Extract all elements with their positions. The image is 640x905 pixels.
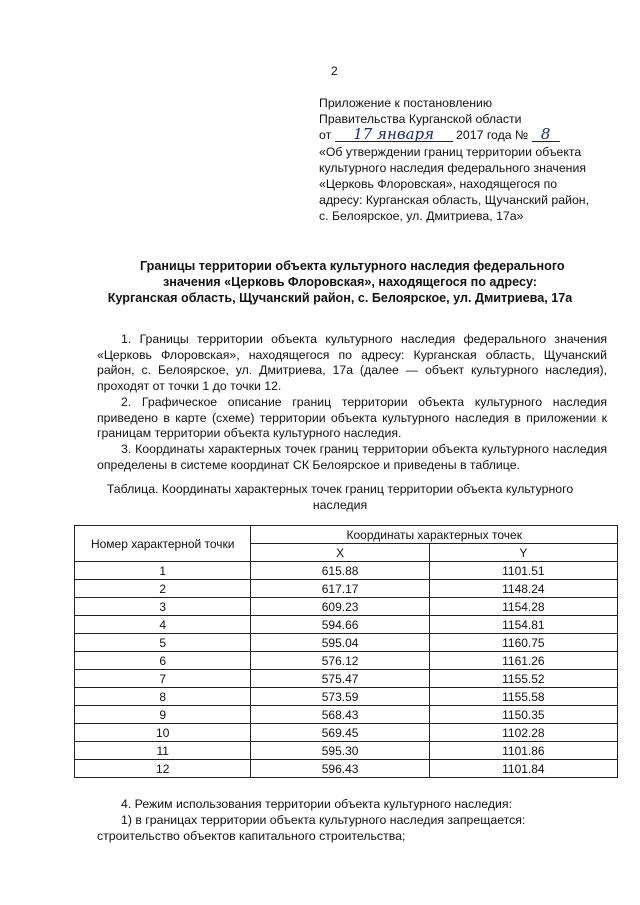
cell-x: 569.45 — [251, 724, 429, 742]
appendix-header — [319, 95, 614, 225]
body-paragraphs — [97, 332, 607, 473]
cell-x: 595.04 — [251, 634, 429, 652]
cell-point-number: 9 — [75, 706, 251, 724]
document-title — [60, 259, 620, 306]
appendix-from: от — [319, 128, 332, 143]
coordinates-table — [74, 525, 618, 778]
cell-y: 1161.26 — [429, 652, 617, 670]
cell-point-number: 5 — [75, 634, 251, 652]
cell-x: 576.12 — [251, 652, 429, 670]
cell-y: 1154.81 — [429, 616, 617, 634]
appendix-year: 2017 года № — [456, 128, 529, 143]
cell-point-number: 6 — [75, 652, 251, 670]
cell-x: 596.43 — [251, 760, 429, 778]
cell-point-number: 11 — [75, 742, 251, 760]
cell-x: 575.47 — [251, 670, 429, 688]
cell-point-number: 12 — [75, 760, 251, 778]
coordinates-table-body — [75, 562, 618, 778]
table-row — [75, 742, 618, 760]
header-y: Y — [429, 544, 617, 562]
paragraph-3: 3. Координаты характерных точек границ территории объекта культурного наследия определены в системе координат СК Белоярское и приведены в таблице. — [97, 441, 607, 472]
appendix-line-1: Приложение к постановлению — [319, 96, 493, 110]
table-row — [75, 724, 618, 742]
cell-y: 1155.58 — [429, 688, 617, 706]
table-row — [75, 580, 618, 598]
cell-y: 1101.86 — [429, 742, 617, 760]
appendix-date-line — [319, 127, 614, 143]
cell-point-number: 7 — [75, 670, 251, 688]
paragraph-1: 1. Границы территории объекта культурного наследия федерального значения «Церковь Флоровская», находящегося по адресу: Курганская область, Щучанский район, с. Белоярское, ул. Дмитриева, 17а (далее — объект культурного наследия), проходят от точки 1 до точки 12. — [97, 332, 607, 394]
header-coordinates: Координаты характерных точек — [251, 526, 618, 544]
title-line-3: Курганская область, Щучанский район, с. Белоярское, ул. Дмитриева, 17а — [107, 290, 573, 305]
table-row — [75, 670, 618, 688]
appendix-line-4: «Об утверждении границ территории объекта — [319, 144, 582, 159]
table-row — [75, 598, 618, 616]
cell-y: 1101.84 — [429, 760, 617, 778]
table-row — [75, 688, 618, 706]
cell-point-number: 8 — [75, 688, 251, 706]
appendix-line-5: культурного наследия федерального значения — [319, 160, 587, 175]
table-row — [75, 634, 618, 652]
cell-point-number: 10 — [75, 724, 251, 742]
title-line-1: Границы территории объекта культурного наследия федерального — [140, 259, 565, 273]
handwritten-date: 17 января — [335, 127, 453, 142]
table-row — [75, 562, 618, 580]
appendix-line-8: с. Белоярское, ул. Дмитриева, 17а» — [319, 209, 524, 224]
table-caption — [90, 482, 590, 513]
cell-x: 617.17 — [251, 580, 429, 598]
cell-y: 1101.51 — [429, 562, 617, 580]
cell-x: 595.30 — [251, 742, 429, 760]
cell-y: 1154.28 — [429, 598, 617, 616]
cell-x: 568.43 — [251, 706, 429, 724]
cell-y: 1150.35 — [429, 706, 617, 724]
table-row — [75, 760, 618, 778]
caption-line-2: наследия — [312, 497, 368, 512]
caption-line-1: Таблица. Координаты характерных точек границ территории объекта культурного — [106, 482, 574, 496]
cell-x: 609.23 — [251, 598, 429, 616]
cell-x: 573.59 — [251, 688, 429, 706]
cell-y: 1155.52 — [429, 670, 617, 688]
appendix-line-7: адресу: Курганская область, Щучанский район, — [319, 193, 590, 208]
cell-point-number: 2 — [75, 580, 251, 598]
cell-point-number: 4 — [75, 616, 251, 634]
page-number: 2 — [331, 64, 338, 78]
cell-point-number: 1 — [75, 562, 251, 580]
bottom-paragraphs — [97, 796, 607, 844]
paragraph-6: строительство объектов капитального строительства; — [97, 829, 406, 843]
paragraph-5: 1) в границах территории объекта культурного наследия запрещается: — [121, 813, 526, 827]
table-row — [75, 706, 618, 724]
cell-point-number: 3 — [75, 598, 251, 616]
table-row — [75, 616, 618, 634]
table-row — [75, 652, 618, 670]
cell-x: 594.66 — [251, 616, 429, 634]
cell-x: 615.88 — [251, 562, 429, 580]
paragraph-4: 4. Режим использования территории объекта культурного наследия: — [121, 797, 512, 811]
title-line-2: значения «Церковь Флоровская», находящегося по адресу: — [163, 274, 537, 289]
appendix-line-2: Правительства Курганской области — [319, 112, 522, 127]
header-point-number: Номер характерной точки — [75, 526, 251, 562]
appendix-line-6: «Церковь Флоровская», находящегося по — [319, 177, 558, 192]
handwritten-number: 8 — [532, 127, 560, 142]
cell-y: 1160.75 — [429, 634, 617, 652]
paragraph-2: 2. Графическое описание границ территории объекта культурного наследия приведено в карте (схеме) территории объекта культурного наследия в приложении к границам территории объекта культурного наследия. — [97, 394, 607, 441]
header-x: X — [251, 544, 429, 562]
cell-y: 1102.28 — [429, 724, 617, 742]
cell-y: 1148.24 — [429, 580, 617, 598]
